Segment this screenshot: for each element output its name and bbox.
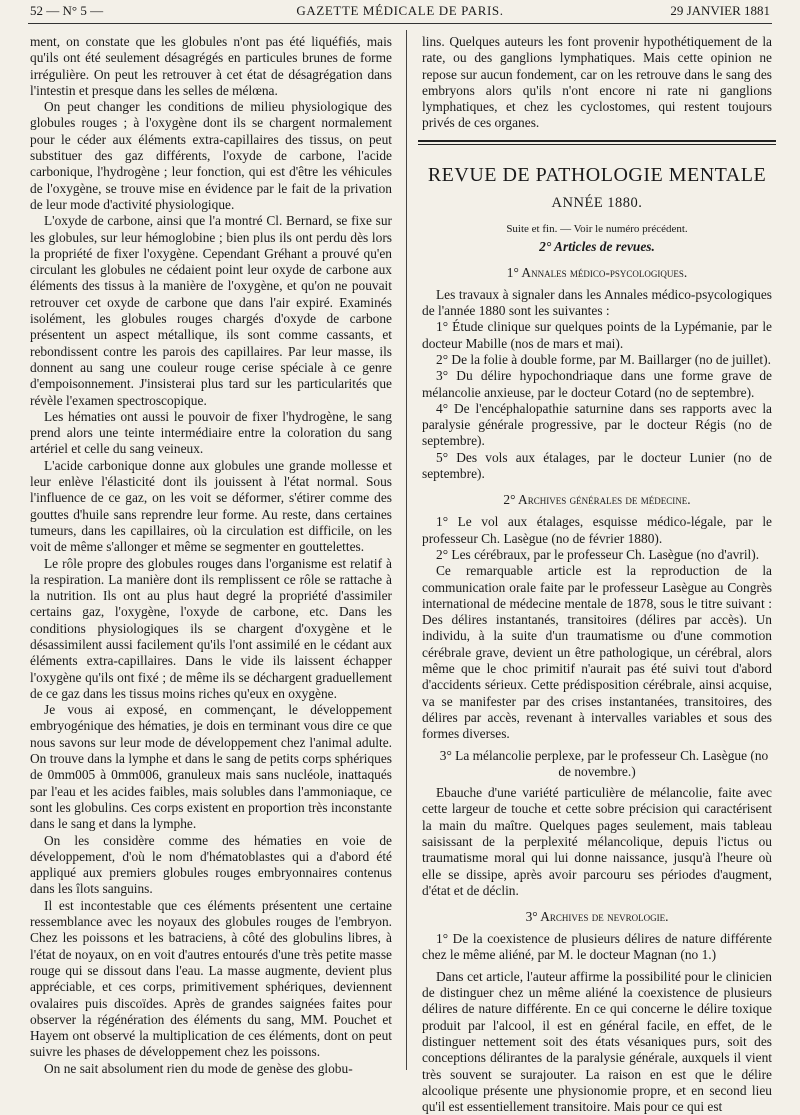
list-item: 1° Étude clinique sur quelques points de la Lypémanie, par le docteur Mabille (nos de mars et mai). xyxy=(422,319,772,351)
section-year: ANNÉE 1880. xyxy=(551,194,643,211)
right-column xyxy=(422,34,772,1115)
left-column xyxy=(30,34,392,1077)
paragraph: Les hématies ont aussi le pouvoir de fixer l'hydrogène, le sang prend alors une teinte intermédiaire entre la coloration du sang artériel et celle du sang veineux. xyxy=(30,408,392,457)
section-rule xyxy=(418,140,776,142)
list-item: 2° De la folie à double forme, par M. Baillarger (no de juillet). xyxy=(436,351,771,367)
issue-date: 29 JANVIER 1881 xyxy=(670,3,770,18)
list-item: 4° De l'encéphalopathie saturnine dans ses rapports avec la paralysie générale progressive, par le docteur Régis (no de septembre). xyxy=(422,400,772,449)
page-number: 52 — N° 5 — xyxy=(30,3,104,18)
continuation-note: Suite et fin. — Voir le numéro précédent. xyxy=(506,222,688,235)
paragraph: Les travaux à signaler dans les Annales médico-psycologiques de l'année 1880 sont les suivantes : xyxy=(422,286,772,319)
neurologie-heading: 3° Archives de nevrologie. xyxy=(525,909,669,925)
section-title: REVUE DE PATHOLOGIE MENTALE xyxy=(427,163,767,186)
annales-heading: 1° Annales médico-psycologiques. xyxy=(506,264,688,280)
paragraph: lins. Quelques auteurs les font provenir hypothétiquement de la rate, ou des ganglions lymphatiques. Mais cette opinion ne repose sur aucun fondement, car on les retrouve dans le sang des embryons alors qu'ils n'ont encore ni rate ni ganglions lymphatiques, et chez les cyclostomes, qui restent toujours privés de ces organes. xyxy=(422,34,772,131)
paragraph: Le rôle propre des globules rouges dans l'organisme est relatif à la respiration. La manière dont ils remplissent ce rôle se rattache à la nutrition. Ils ont au plus haut degré la propriété d'assimiler certains gaz, l'oxygène, l'oxyde de carbone, etc. Dans les conditions physiologiques ils se chargent d'oxygène et le désassimilent aussi facilement qu'ils l'ont assimilé en le cédant aux éléments extra-capillaires. Dans le vide ils laissent échapper l'oxygène qu'ils ont fixé ; de même ils se déchargent graduellement de ce gaz dans les tissus moins riches qu'eux en oxygène. xyxy=(30,555,392,701)
list-item: 1° De la coexistence de plusieurs délires de nature différente chez le même aliéné, par M. le docteur Magnan (no 1.) xyxy=(422,931,772,963)
archives-heading: 2° Archives générales de médecine. xyxy=(503,492,691,508)
paragraph: Ce remarquable article est la reproduction de la communication orale faite par le professeur Lasègue au Congrès international de médecine mentale de 1878, sous le titre suivant : Des délires instantanés, transitoires (délires par accès). Un individu, à la suite d'un traumatisme ou d'une commotion cérébrale grave, devient un être pathologique, un cérébral, alors même que le choc primitif n'aurait pas été suivi tout d'abord d'accidents sérieux. Cette prédisposition cérébrale, ainsi acquise, va se manifester par des crises instantanées, transitoires, des délires par accès, revenant à intervalles variables et sous des formes diverses. xyxy=(422,563,772,742)
list-item: 5° Des vols aux étalages, par le docteur Lunier (no de septembre). xyxy=(422,449,772,482)
paragraph: On peut changer les conditions de milieu physiologique des globules rouges ; à l'oxygène dont ils se chargent normalement pour le céder aux éléments extra-capillaires des tissus, on peut substituer des gaz différents, l'oxyde de carbone, l'acide carbonique, l'hydrogène ; leur fonction, qui est d'être les véhicules de l'oxygène, se trouve mise en évidence par le fait de la privation de leur mode d'activité physiologique. xyxy=(30,99,392,212)
paragraph: Ebauche d'une variété particulière de mélancolie, faite avec cette largeur de touche et cette sobre précision qui caractérisent la main du maître. Quelques pages seulement, mais tableau saisissant de la perplexité mélancolique, depuis l'ictus ou traumatisme moral qui lui donne naissance, jusqu'à l'heure où elle se dissipe, après avoir parcouru ses périodes d'augment, d'état et de déclin. xyxy=(422,785,772,898)
paragraph: On les considère comme des hématies en voie de développement, d'où le nom d'hématoblastes qui a d'abord été appliqué aux premiers globules rouges embryonnaires contenus dans les îlots sanguins. xyxy=(30,832,392,897)
paragraph: Je vous ai exposé, en commençant, le développement embryogénique des hématies, je dois en terminant vous dire ce que nous savons sur leur mode de développement chez l'animal adulte. On trouve dans la lymphe et dans le sang de petits corps sphériques de 0mm005 à 0mm006, granuleux mais sans nucléole, inattaqués par l'eau et les acides faibles, mais solubles dans l'ammoniaque, ce sont les globulins. Ces corps existent en proportion très inconstante dans le sang et dans la lymphe. xyxy=(30,702,392,832)
paragraph: Dans cet article, l'auteur affirme la possibilité pour le clinicien de distinguer chez un même aliéné la coexistence de plusieurs délires de nature différente. En ce qui concerne le délire toxique produit par l'alcool, il est en général facile, en effet, de le distinguer nettement soit des états vésaniques purs, soit des conceptions délirantes de la paralysie générale, auxquels il vient très souvent se surajouter. La raison en est que le délire alcoolique présente une physionomie propre, et en second lieu qu'il est essentiellement transitoire. Mais pour ce qui est xyxy=(422,968,772,1115)
paragraph: L'oxyde de carbone, ainsi que l'a montré Cl. Bernard, se fixe sur les globules, sur leur hémoglobine ; bien plus ils ont perdu dès lors la propriété de fixer l'oxygène. Cependant Gréhant a prouvé qu'en circulant les globules ne cédaient point leur oxyde de carbone aux éléments des tissus à la manière de l'oxygène, et qu'on ne pouvait retrouver cet oxyde de carbone que dans l'air expiré. Examinés isolément, les globules rouges chargés d'oxyde de carbone présentent un aspect métallique, ils sont comme cassants, et rebondissent contre les parois des capillaires. Par leur masse, ils donnent au sang une couleur rouge cerise spéciale à ce genre d'empoisonnement. J'insisterai plus tard sur les particularités que révèle l'examen spectroscopique. xyxy=(30,213,392,408)
journal-title: GAZETTE MÉDICALE DE PARIS. xyxy=(296,3,504,18)
list-item: 2° Les cérébraux, par le professeur Ch. Lasègue (no d'avril). xyxy=(436,546,760,562)
list-item: 3° Du délire hypochondriaque dans une forme grave de mélancolie anxieuse, par le docteur Cotard (no de septembre). xyxy=(422,368,772,400)
list-item: 1° Le vol aux étalages, esquisse médico-légale, par le professeur Ch. Lasègue (no de février 1880). xyxy=(422,514,772,546)
paragraph: L'acide carbonique donne aux globules une grande mollesse et leur enlève l'élasticité dont ils jouissent à l'état normal. Sous l'influence de ce gaz, on les voit se déformer, s'étirer comme des gouttes d'huile sans reprendre leur forme. Au reste, dans certaines tumeurs, dans les capillaires, où la circulation est difficile, on les voit de même s'allonger et même se segmenter en gouttelettes. xyxy=(30,457,392,555)
list-item: 3° La mélancolie perplexe, par le professeur Ch. Lasègue (no de novembre.) xyxy=(439,747,769,779)
section-rule xyxy=(418,144,776,145)
column-divider xyxy=(406,30,407,1070)
header-rule xyxy=(28,23,772,24)
page-header xyxy=(30,2,770,24)
articles-heading: 2° Articles de revues. xyxy=(539,238,655,254)
paragraph: On ne sait absolument rien du mode de genèse des globu- xyxy=(44,1060,353,1076)
paragraph: ment, on constate que les globules n'ont pas été liquéfiés, mais qu'ils ont été seulement désagrégés en particules brunes de forme irrégulière. On peut les retrouver à cet état de désagrégation dans l'intestin et presque dans les selles de mélœna. xyxy=(30,34,392,98)
paragraph: Il est incontestable que ces éléments présentent une certaine ressemblance avec les noyaux des globules rouges de l'embryon. Chez les poissons et les batraciens, à côté des globulins libres, à l'état de noyaux, on en voit d'autres entourés d'une très petite masse rouge qui se dissout dans l'eau. La masse augmente, devient plus appréciable, et ces corps, primitivement sphériques, deviennent ovalaires puis discoïdes. Après de grandes saignées faites pour observer la régénération des éléments du sang, MM. Pouchet et Hayem ont observé la multiplication de ces éléments, dont on peut suivre les phases de développement chez les poissons. xyxy=(30,897,392,1060)
